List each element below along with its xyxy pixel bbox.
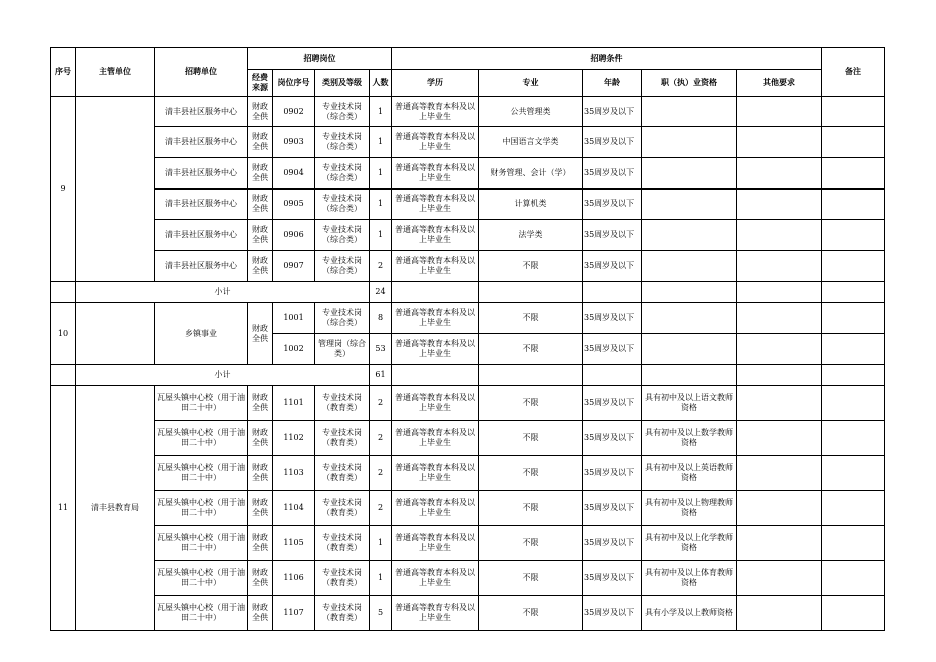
table-row [51,220,885,251]
empty-cell [583,365,642,386]
category-cell: 专业技术岗（综合类） [315,127,370,158]
remark-cell [822,158,885,189]
education-cell: 普通高等教育本科及以上毕业生 [392,386,479,421]
funding-cell: 财政全供 [248,456,273,491]
qualification-cell: 具有小学及以上教师资格 [642,596,737,631]
major-cell: 不限 [479,491,583,526]
major-cell: 不限 [479,456,583,491]
seq-cell [51,282,76,303]
major-cell: 财务管理、会计（学） [479,158,583,189]
count-cell: 2 [370,491,392,526]
header-age: 年龄 [583,70,642,97]
qualification-cell [642,251,737,282]
remark-cell [822,303,885,334]
remark-cell [822,97,885,127]
subtotal-count: 61 [370,365,392,386]
category-cell: 专业技术岗（教育类） [315,456,370,491]
unit-cell: 瓦屋头镇中心校（用于油田二十中） [155,421,248,456]
table-row [51,189,885,220]
count-cell: 1 [370,526,392,561]
age-cell: 35周岁及以下 [583,127,642,158]
age-cell: 35周岁及以下 [583,491,642,526]
subtotal-label: 小计 [76,365,370,386]
unit-cell: 瓦屋头镇中心校（用于油田二十中） [155,561,248,596]
education-cell: 普通高等教育本科及以上毕业生 [392,158,479,189]
major-cell: 不限 [479,334,583,365]
post-no-cell: 0903 [273,127,315,158]
funding-cell: 财政全供 [248,251,273,282]
other-cell [737,596,822,631]
major-cell: 计算机类 [479,189,583,220]
recruitment-table [50,47,885,631]
empty-cell [392,282,479,303]
count-cell: 8 [370,303,392,334]
category-cell: 专业技术岗（综合类） [315,251,370,282]
other-cell [737,386,822,421]
post-no-cell: 1105 [273,526,315,561]
remark-cell [822,456,885,491]
funding-cell: 财政全供 [248,97,273,127]
education-cell: 普通高等教育专科及以上毕业生 [392,596,479,631]
post-no-cell: 1103 [273,456,315,491]
qualification-cell [642,127,737,158]
seq-cell: 10 [51,303,76,365]
other-cell [737,334,822,365]
table-row [51,97,885,127]
education-cell: 普通高等教育本科及以上毕业生 [392,251,479,282]
age-cell: 35周岁及以下 [583,303,642,334]
table-row [51,127,885,158]
unit-cell: 瓦屋头镇中心校（用于油田二十中） [155,596,248,631]
remark-cell [822,189,885,220]
funding-cell: 财政全供 [248,561,273,596]
unit-cell: 清丰县社区服务中心 [155,158,248,189]
empty-cell [392,365,479,386]
other-cell [737,127,822,158]
other-cell [737,421,822,456]
funding-cell: 财政全供 [248,158,273,189]
funding-cell: 财政全供 [248,303,273,365]
education-cell: 普通高等教育本科及以上毕业生 [392,334,479,365]
unit-cell: 清丰县社区服务中心 [155,251,248,282]
qualification-cell: 具有初中及以上体育教师资格 [642,561,737,596]
category-cell: 专业技术岗（综合类） [315,158,370,189]
header-seq: 序号 [51,48,76,97]
major-cell: 不限 [479,561,583,596]
qualification-cell: 具有初中及以上物理教师资格 [642,491,737,526]
funding-cell: 财政全供 [248,220,273,251]
post-no-cell: 1107 [273,596,315,631]
table-row [51,526,885,561]
table-row [51,386,885,421]
empty-cell [642,282,737,303]
qualification-cell: 具有初中及以上语文教师资格 [642,386,737,421]
education-cell: 普通高等教育本科及以上毕业生 [392,189,479,220]
post-no-cell: 0907 [273,251,315,282]
unit-cell: 清丰县社区服务中心 [155,220,248,251]
empty-cell [642,365,737,386]
age-cell: 35周岁及以下 [583,251,642,282]
category-cell: 专业技术岗（教育类） [315,386,370,421]
education-cell: 普通高等教育本科及以上毕业生 [392,491,479,526]
unit-cell: 清丰县社区服务中心 [155,97,248,127]
header-remark: 备注 [822,48,885,97]
header-other: 其他要求 [737,70,822,97]
empty-cell [479,365,583,386]
count-cell: 1 [370,561,392,596]
other-cell [737,220,822,251]
count-cell: 1 [370,220,392,251]
table-row [51,491,885,526]
dept-cell [76,97,155,282]
qualification-cell [642,97,737,127]
seq-cell: 9 [51,97,76,282]
remark-cell [822,386,885,421]
remark-cell [822,220,885,251]
other-cell [737,561,822,596]
subtotal-label: 小计 [76,282,370,303]
table-row [51,421,885,456]
post-no-cell: 0906 [273,220,315,251]
category-cell: 专业技术岗（教育类） [315,491,370,526]
remark-cell [822,421,885,456]
age-cell: 35周岁及以下 [583,456,642,491]
funding-cell: 财政全供 [248,491,273,526]
other-cell [737,456,822,491]
other-cell [737,189,822,220]
major-cell: 不限 [479,526,583,561]
post-no-cell: 0905 [273,189,315,220]
header-qualification: 职（执）业资格 [642,70,737,97]
qualification-cell [642,189,737,220]
table-row [51,456,885,491]
age-cell: 35周岁及以下 [583,220,642,251]
age-cell: 35周岁及以下 [583,189,642,220]
empty-cell [822,282,885,303]
count-cell: 2 [370,456,392,491]
unit-cell: 瓦屋头镇中心校（用于油田二十中） [155,386,248,421]
empty-cell [737,282,822,303]
other-cell [737,526,822,561]
header-row-1 [51,48,885,70]
other-cell [737,158,822,189]
category-cell: 专业技术岗（综合类） [315,189,370,220]
qualification-cell [642,303,737,334]
unit-cell: 瓦屋头镇中心校（用于油田二十中） [155,491,248,526]
unit-cell: 清丰县社区服务中心 [155,127,248,158]
funding-cell: 财政全供 [248,421,273,456]
dept-cell: 清丰县教育局 [76,386,155,631]
qualification-cell [642,334,737,365]
empty-cell [479,282,583,303]
seq-cell [51,365,76,386]
header-education: 学历 [392,70,479,97]
major-cell: 中国语言文学类 [479,127,583,158]
education-cell: 普通高等教育本科及以上毕业生 [392,127,479,158]
remark-cell [822,526,885,561]
header-funding: 经费来源 [248,70,273,97]
count-cell: 2 [370,421,392,456]
education-cell: 普通高等教育本科及以上毕业生 [392,526,479,561]
count-cell: 1 [370,158,392,189]
other-cell [737,303,822,334]
funding-cell: 财政全供 [248,189,273,220]
count-cell: 1 [370,189,392,220]
age-cell: 35周岁及以下 [583,158,642,189]
post-no-cell: 1002 [273,334,315,365]
header-major: 专业 [479,70,583,97]
remark-cell [822,251,885,282]
age-cell: 35周岁及以下 [583,386,642,421]
count-cell: 1 [370,97,392,127]
qualification-cell: 具有初中及以上化学教师资格 [642,526,737,561]
age-cell: 35周岁及以下 [583,596,642,631]
post-no-cell: 1104 [273,491,315,526]
subtotal-count: 24 [370,282,392,303]
seq-cell: 11 [51,386,76,631]
category-cell: 专业技术岗（综合类） [315,220,370,251]
dept-cell [76,303,155,365]
age-cell: 35周岁及以下 [583,561,642,596]
count-cell: 2 [370,386,392,421]
education-cell: 普通高等教育本科及以上毕业生 [392,303,479,334]
empty-cell [583,282,642,303]
other-cell [737,251,822,282]
education-cell: 普通高等教育本科及以上毕业生 [392,456,479,491]
remark-cell [822,127,885,158]
remark-cell [822,596,885,631]
education-cell: 普通高等教育本科及以上毕业生 [392,421,479,456]
recruitment-table-sheet [50,47,885,631]
major-cell: 公共管理类 [479,97,583,127]
qualification-cell [642,158,737,189]
empty-cell [822,365,885,386]
post-no-cell: 0902 [273,97,315,127]
unit-cell: 乡镇事业 [155,303,248,365]
table-row [51,303,885,334]
category-cell: 专业技术岗（综合类） [315,97,370,127]
table-row [51,158,885,189]
count-cell: 5 [370,596,392,631]
post-no-cell: 1102 [273,421,315,456]
funding-cell: 财政全供 [248,596,273,631]
other-cell [737,491,822,526]
funding-cell: 财政全供 [248,526,273,561]
post-no-cell: 0904 [273,158,315,189]
category-cell: 专业技术岗（综合类） [315,303,370,334]
unit-cell: 清丰县社区服务中心 [155,189,248,220]
category-cell: 管理岗（综合类） [315,334,370,365]
post-no-cell: 1001 [273,303,315,334]
education-cell: 普通高等教育本科及以上毕业生 [392,561,479,596]
funding-cell: 财政全供 [248,127,273,158]
major-cell: 不限 [479,386,583,421]
education-cell: 普通高等教育本科及以上毕业生 [392,97,479,127]
subtotal-row [51,365,885,386]
qualification-cell: 具有初中及以上英语教师资格 [642,456,737,491]
remark-cell [822,491,885,526]
subtotal-row [51,282,885,303]
qualification-cell [642,220,737,251]
age-cell: 35周岁及以下 [583,334,642,365]
major-cell: 不限 [479,421,583,456]
header-count: 人数 [370,70,392,97]
unit-cell: 瓦屋头镇中心校（用于油田二十中） [155,456,248,491]
remark-cell [822,334,885,365]
header-unit: 招聘单位 [155,48,248,97]
category-cell: 专业技术岗（教育类） [315,561,370,596]
age-cell: 35周岁及以下 [583,97,642,127]
category-cell: 专业技术岗（教育类） [315,421,370,456]
count-cell: 2 [370,251,392,282]
header-post-group: 招聘岗位 [248,48,392,70]
major-cell: 法学类 [479,220,583,251]
category-cell: 专业技术岗（教育类） [315,596,370,631]
header-cond-group: 招聘条件 [392,48,822,70]
major-cell: 不限 [479,596,583,631]
category-cell: 专业技术岗（教育类） [315,526,370,561]
header-category: 类别及等级 [315,70,370,97]
table-row [51,596,885,631]
major-cell: 不限 [479,303,583,334]
remark-cell [822,561,885,596]
count-cell: 1 [370,127,392,158]
empty-cell [737,365,822,386]
major-cell: 不限 [479,251,583,282]
post-no-cell: 1106 [273,561,315,596]
count-cell: 53 [370,334,392,365]
other-cell [737,97,822,127]
table-row [51,561,885,596]
post-no-cell: 1101 [273,386,315,421]
education-cell: 普通高等教育本科及以上毕业生 [392,220,479,251]
funding-cell: 财政全供 [248,386,273,421]
table-row [51,251,885,282]
qualification-cell: 具有初中及以上数学教师资格 [642,421,737,456]
header-post-no: 岗位序号 [273,70,315,97]
age-cell: 35周岁及以下 [583,421,642,456]
header-dept: 主管单位 [76,48,155,97]
age-cell: 35周岁及以下 [583,526,642,561]
unit-cell: 瓦屋头镇中心校（用于油田二十中） [155,526,248,561]
